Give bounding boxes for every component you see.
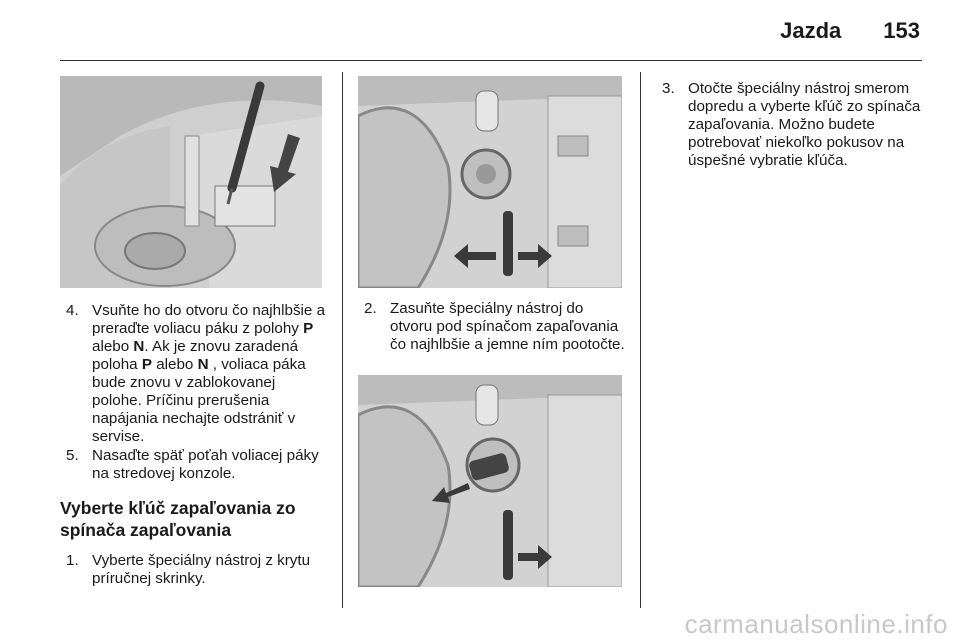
step-text: Vyberte špeciálny nástroj z krytu príručnej skrinky. <box>92 552 311 587</box>
figure-key-removal <box>358 375 622 587</box>
step-2 <box>364 300 626 354</box>
step-text <box>92 302 328 446</box>
text-run: . Ak je znovu zaradená poloha <box>92 338 299 373</box>
section-title: Jazda <box>780 18 842 43</box>
column-divider-1 <box>342 72 343 608</box>
column-divider-2 <box>640 72 641 608</box>
step-text: Zasuňte špeciálny nástroj do otvoru pod spínačom zapaľovania čo najhlbšie a jemne ním pootočte. <box>390 300 625 353</box>
watermark: carmanualsonline.info <box>684 609 948 639</box>
figure-gear-selector <box>60 76 322 288</box>
step-1 <box>66 552 328 588</box>
text-run: alebo <box>151 356 198 373</box>
step-5 <box>66 447 328 483</box>
step-number: 4. <box>66 302 79 319</box>
page-number: 153 <box>883 18 920 43</box>
step-number: 1. <box>66 552 79 569</box>
figure-ignition-tool-insert <box>358 76 622 288</box>
section-heading: Vyberte kľúč zapaľovania zo spínača zapaľovania <box>60 498 296 540</box>
step-3 <box>662 80 924 170</box>
gear-n: N <box>133 338 145 355</box>
step-number: 5. <box>66 447 79 464</box>
text-run: Vsuňte ho do otvoru čo najhlbšie a preraďte voliacu páku z polohy <box>92 302 326 337</box>
step-text: Nasaďte späť poťah voliacej páky na stredovej konzole. <box>92 447 319 482</box>
step-text: Otočte špeciálny nástroj smerom dopredu a vyberte kľúč zo spínača zapaľovania. Možno budete potrebovať niekoľko pokusov na úspešné vybratie kľúča. <box>688 80 921 169</box>
gear-p: P <box>303 320 314 337</box>
gear-p: P <box>141 356 152 373</box>
gear-n: N <box>197 356 209 373</box>
step-4 <box>66 302 328 446</box>
header-rule <box>60 60 922 61</box>
text-run: alebo <box>92 338 134 355</box>
text-run: , voliaca páka bude znovu v zablokovanej polohe. Príčinu prerušenia napájania nechajte odstrániť v servise. <box>92 356 306 445</box>
step-number: 3. <box>662 80 675 97</box>
page-header <box>780 18 920 44</box>
step-number: 2. <box>364 300 377 317</box>
